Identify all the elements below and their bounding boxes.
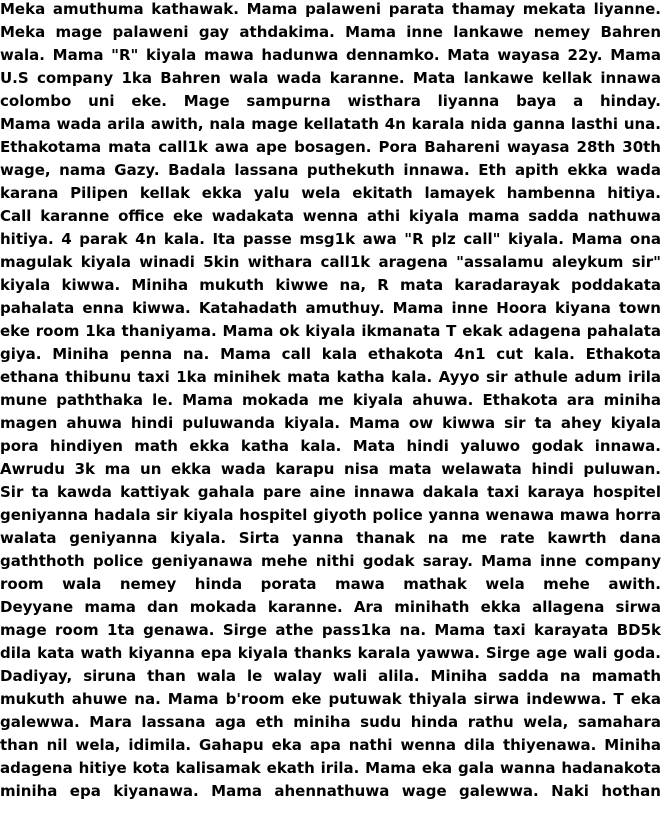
text-line: Meka mage palaweni gay athdakima. Mama inne lankawe nemey Bahren	[0, 23, 661, 41]
text-line: ethana thibunu taxi 1ka minihek mata katha kala. Ayyo sir athule adum irila	[0, 368, 661, 386]
text-line: pora hindiyen math ekka katha kala. Mata hindi yaluwo godak innawa.	[0, 437, 661, 455]
text-line: room wala nemey hinda porata mawa mathak wela mehe awith.	[0, 575, 661, 593]
text-line: walata geniyanna kiyala. Sirta yanna thanak na me rate kawrth dana	[0, 529, 661, 547]
text-line: pahalata enna kiwwa. Katahadath amuthuy. Mama inne Hoora kiyana town	[0, 299, 661, 317]
text-line: mune paththaka le. Mama mokada me kiyala ahuwa. Ethakota ara miniha	[0, 391, 661, 409]
text-line: U.S company 1ka Bahren wala wada karanne. Mata lankawe kellak innawa	[0, 69, 661, 87]
text-line: Ethakotama mata call1k awa ape bosagen. Pora Bahareni wayasa 28th 30th	[0, 138, 661, 156]
text-line: Awrudu 3k ma un ekka wada karapu nisa mata welawata hindi puluwan.	[0, 460, 661, 478]
text-line: adagena hitiye kota kalisamak ekath irila. Mama eka gala wanna hadanakota	[0, 759, 661, 777]
text-line: mage room 1ta genawa. Sirge athe pass1ka na. Mama taxi karayata BD5k	[0, 621, 661, 639]
text-line: giya. Miniha penna na. Mama call kala ethakota 4n1 cut kala. Ethakota	[0, 345, 661, 363]
text-line: Call karanne office eke wadakata wenna athi kiyala mama sadda nathuwa	[0, 207, 661, 225]
text-line: kiyala kiwwa. Miniha mukuth kiwwe na, R mata karadarayak poddakata	[0, 276, 661, 294]
text-line: mukuth ahuwe na. Mama b'room eke putuwak thiyala sirwa indewwa. T eka	[0, 690, 661, 708]
text-line: colombo uni eke. Mage sampurna wisthara liyanna baya a hinday.	[0, 92, 661, 110]
text-line: magulak kiyala winadi 5kin withara call1k aragena "assalamu aleykum sir"	[0, 253, 661, 271]
text-line: magen ahuwa hindi puluwanda kiyala. Mama ow kiwwa sir ta ahey kiyala	[0, 414, 661, 432]
text-line: Dadiyay, siruna than wala le walay wali alila. Miniha sadda na mamath	[0, 667, 661, 685]
text-line: geniyanna hadala sir kiyala hospitel giyoth police yanna wenawa mawa horra	[0, 506, 661, 524]
text-line: wala. Mama "R" kiyala mawa hadunwa dennamko. Mata wayasa 22y. Mama	[0, 46, 661, 64]
text-line: hitiya. 4 parak 4n kala. Ita passe msg1k awa "R plz call" kiyala. Mama ona	[0, 230, 661, 248]
text-line: galewwa. Mara lassana aga eth miniha sudu hinda rathu wela, samahara	[0, 713, 661, 731]
text-line: Mama wada arila awith, nala mage kellatath 4n karala nida ganna lasthi una.	[0, 115, 661, 133]
text-line: eke room 1ka thaniyama. Mama ok kiyala ikmanata T ekak adagena pahalata	[0, 322, 661, 340]
text-line: Sir ta kawda kattiyak gahala pare aine innawa dakala taxi karaya hospitel	[0, 483, 661, 501]
text-line: Meka amuthuma kathawak. Mama palaweni parata thamay mekata liyanne.	[0, 0, 661, 18]
text-line: than nil wela, idimila. Gahapu eka apa nathi wenna dila thiyenawa. Miniha	[0, 736, 661, 754]
text-line: dila kata wath kiyanna epa kiyala thanks karala yawwa. Sirge age wali goda.	[0, 644, 661, 662]
text-line: Deyyane mama dan mokada karanne. Ara minihath ekka allagena sirwa	[0, 598, 661, 616]
text-line: miniha epa kiyanawa. Mama ahennathuwa wage galewwa. Naki hothan	[0, 782, 661, 800]
text-line: gaththoth police geniyanawa mehe nithi godak saray. Mama inne company	[0, 552, 661, 570]
text-line: wage, nama Gazy. Badala lassana puthekuth innawa. Eth apith ekka wada	[0, 161, 661, 179]
text-line: karana Pilipen kellak ekka yalu wela ekitath lamayek hambenna hitiya.	[0, 184, 661, 202]
